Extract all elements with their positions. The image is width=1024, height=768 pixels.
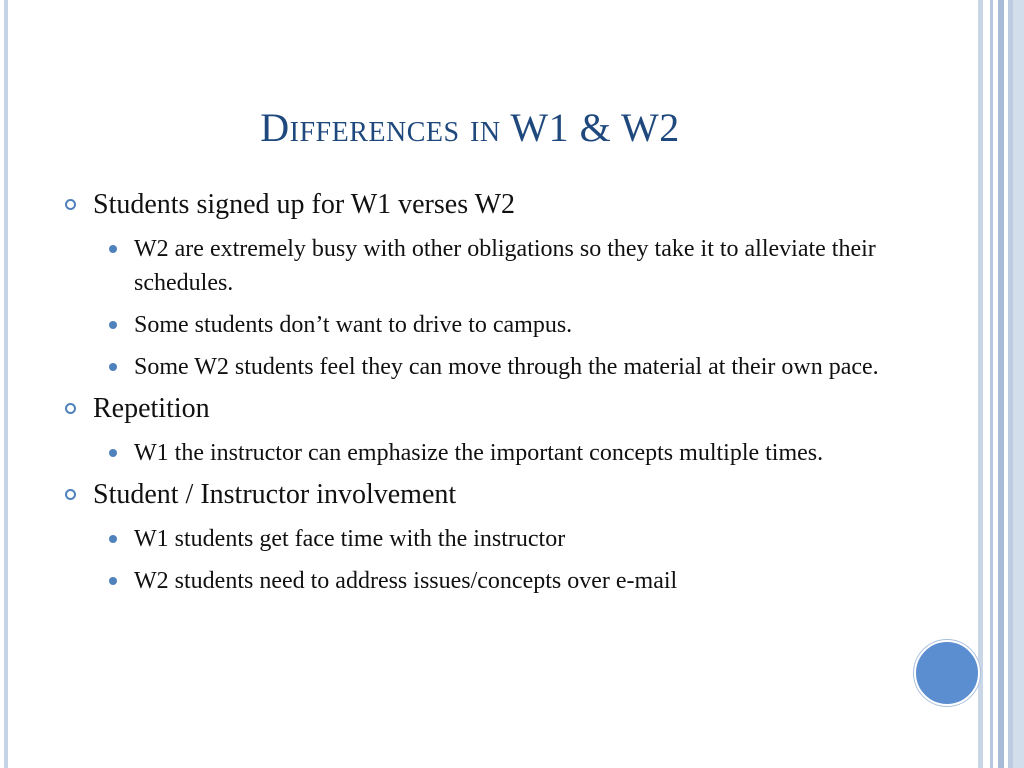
level1-item — [60, 478, 900, 512]
level2-item — [60, 232, 900, 300]
dot-bullet-icon — [109, 245, 117, 253]
level1-text: Students signed up for W1 verses W2 — [93, 189, 516, 220]
right-border-stripes — [978, 0, 1024, 768]
level2-text: W1 the instructor can emphasize the important concepts multiple times. — [134, 440, 824, 466]
level2-text: W2 are extremely busy with other obligations so they take it to alleviate their schedules. — [134, 236, 876, 296]
decorative-circle — [914, 640, 980, 706]
slide-content — [60, 188, 900, 606]
dot-bullet-icon — [109, 535, 117, 543]
level2-text: W2 students need to address issues/concepts over e-mail — [134, 568, 678, 594]
dot-bullet-icon — [109, 449, 117, 457]
border-stripe — [983, 0, 990, 768]
section-repetition — [60, 392, 900, 470]
level1-item — [60, 392, 900, 426]
dot-bullet-icon — [109, 577, 117, 585]
slide-title: Differences in W1 & W2 — [260, 105, 680, 150]
hollow-circle-bullet-icon — [65, 489, 76, 500]
dot-bullet-icon — [109, 321, 117, 329]
level2-item — [60, 564, 900, 598]
border-stripe — [1013, 0, 1024, 768]
hollow-circle-bullet-icon — [65, 199, 76, 210]
section-involvement — [60, 478, 900, 598]
level1-item — [60, 188, 900, 222]
level1-text: Student / Instructor involvement — [93, 479, 457, 510]
level2-item — [60, 436, 900, 470]
hollow-circle-bullet-icon — [65, 403, 76, 414]
level2-item — [60, 522, 900, 556]
dot-bullet-icon — [109, 363, 117, 371]
level2-text: Some students don’t want to drive to campus. — [134, 312, 573, 338]
level2-text: W1 students get face time with the instructor — [134, 526, 566, 552]
level1-text: Repetition — [93, 393, 210, 424]
section-students-signed-up — [60, 188, 900, 384]
level2-text: Some W2 students feel they can move through the material at their own pace. — [134, 354, 879, 380]
level2-item — [60, 350, 900, 384]
level2-item — [60, 308, 900, 342]
